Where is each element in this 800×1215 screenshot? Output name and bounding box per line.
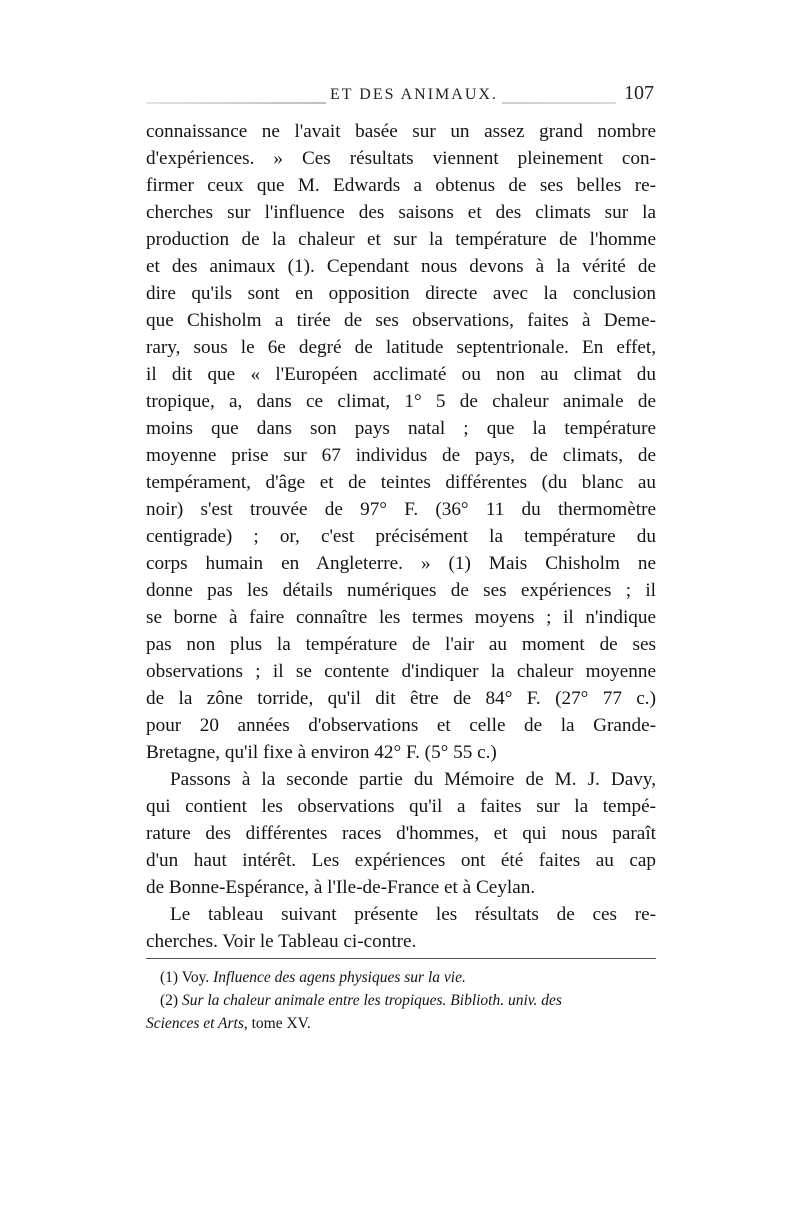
- body-text: [146, 118, 656, 955]
- footnote-title: Sur la chaleur animale entre les tropiques. Biblioth. univ. des: [181, 992, 562, 1009]
- footnote-marker: (2): [160, 992, 179, 1009]
- running-head: ET DES ANIMAUX.: [326, 86, 502, 104]
- text-line: cherches sur l'influence des saisons et des climats sur la: [146, 202, 656, 223]
- text-line: et des animaux (1). Cependant nous devons à la vérité de: [146, 256, 656, 277]
- text-line: qui contient les observations qu'il a faites sur la tempé-: [146, 796, 656, 817]
- text-line: pas non plus la température de l'air au moment de ses: [146, 634, 656, 655]
- paragraph: [146, 766, 656, 901]
- text-line: cherches. Voir le Tableau ci-contre.: [146, 931, 417, 952]
- text-line: il dit que « l'Européen acclimaté ou non au climat du: [146, 364, 656, 385]
- text-line: d'expériences. » Ces résultats viennent pleinement con-: [146, 148, 656, 169]
- footnotes: [146, 966, 656, 1035]
- footnote-continuation: [146, 1012, 656, 1035]
- footnote-rule: [146, 958, 656, 959]
- text-line: moins que dans son pays natal ; que la température: [146, 418, 656, 439]
- text-line: rary, sous le 6e degré de latitude septentrionale. En effet,: [146, 337, 656, 358]
- paragraph: [146, 901, 656, 955]
- text-line: de Bonne-Espérance, à l'Ile-de-France et à Ceylan.: [146, 877, 536, 898]
- footnote-text: Voy.: [181, 969, 210, 986]
- text-line: Le tableau suivant présente les résultats de ces re-: [170, 904, 656, 925]
- text-line: moyenne prise sur 67 individus de pays, de climats, de: [146, 445, 656, 466]
- footnote: [146, 989, 656, 1012]
- text-line: de la zône torride, qu'il dit être de 84° F. (27° 77 c.): [146, 688, 656, 709]
- text-line: Bretagne, qu'il fixe à environ 42° F. (5° 55 c.): [146, 742, 497, 763]
- text-line: que Chisholm a tirée de ses observations, faites à Deme-: [146, 310, 656, 331]
- text-line: se borne à faire connaître les termes moyens ; il n'indique: [146, 607, 656, 628]
- text-line: dire qu'ils sont en opposition directe avec la conclusion: [146, 283, 656, 304]
- paragraph: [146, 118, 656, 766]
- text-line: firmer ceux que M. Edwards a obtenus de ses belles re-: [146, 175, 656, 196]
- text-line: Passons à la seconde partie du Mémoire de M. J. Davy,: [170, 769, 656, 790]
- text-line: noir) s'est trouvée de 97° F. (36° 11 du thermomètre: [146, 499, 656, 520]
- text-line: pour 20 années d'observations et celle de la Grande-: [146, 715, 656, 736]
- footnote-text: , tome XV.: [243, 1015, 311, 1032]
- text-line: d'un haut intérêt. Les expériences ont été faites au cap: [146, 850, 656, 871]
- text-line: tropique, a, dans ce climat, 1° 5 de chaleur animale de: [146, 391, 656, 412]
- footnote-marker: (1): [160, 969, 179, 986]
- text-line: tempérament, d'âge et de teintes différentes (du blanc au: [146, 472, 656, 493]
- footnote-title: Influence des agens physiques sur la vie.: [213, 969, 466, 986]
- page-header: [146, 80, 656, 118]
- text-line: production de la chaleur et sur la température de l'homme: [146, 229, 656, 250]
- text-line: corps humain en Angleterre. » (1) Mais Chisholm ne: [146, 553, 656, 574]
- footnote: [146, 966, 656, 989]
- text-line: connaissance ne l'avait basée sur un assez grand nombre: [146, 121, 656, 142]
- text-line: donne pas les détails numériques de ses expériences ; il: [146, 580, 656, 601]
- text-line: observations ; il se contente d'indiquer la chaleur moyenne: [146, 661, 656, 682]
- page-number: 107: [624, 82, 654, 104]
- footnote-title: Sciences et Arts: [146, 1015, 244, 1032]
- text-line: centigrade) ; or, c'est précisément la température du: [146, 526, 656, 547]
- text-line: rature des différentes races d'hommes, et qui nous paraît: [146, 823, 656, 844]
